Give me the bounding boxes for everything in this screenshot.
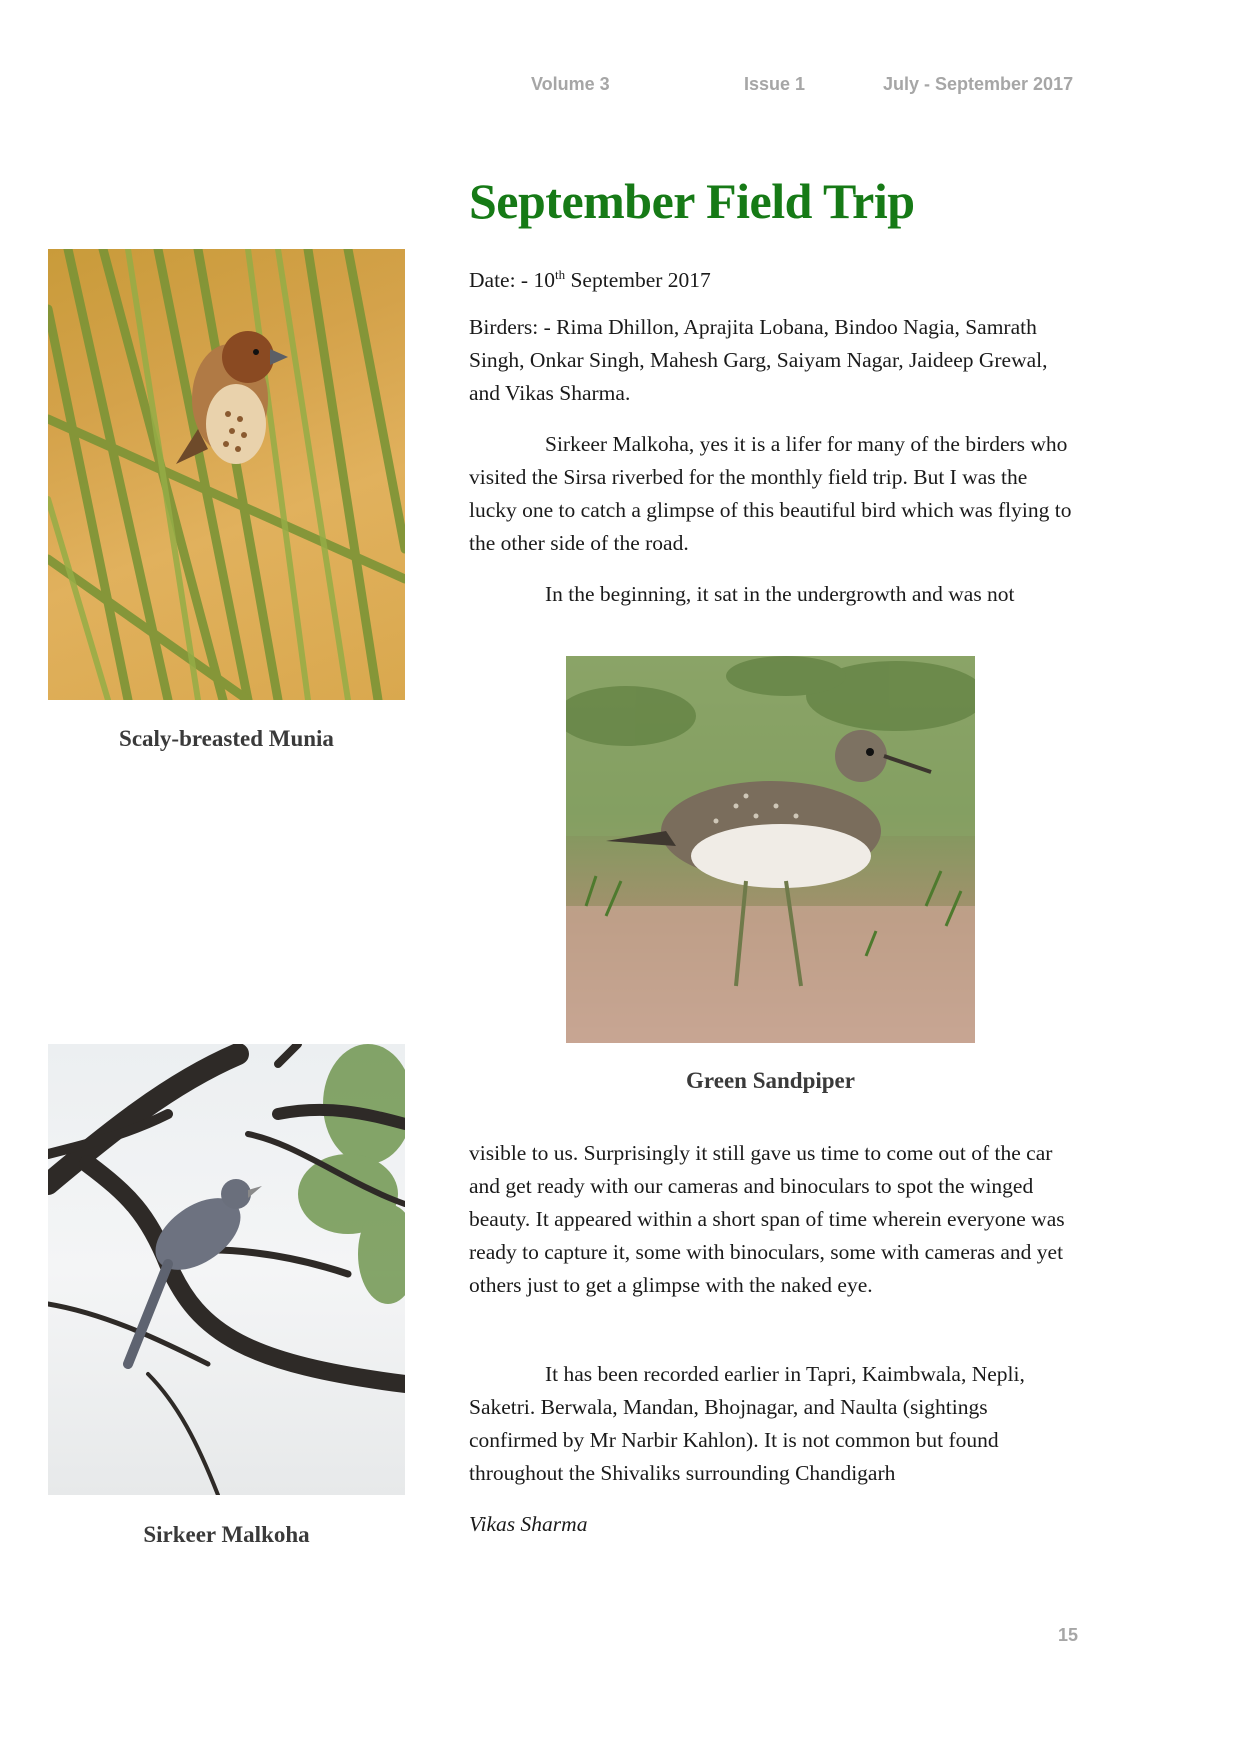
date-label: Date: - 10 — [469, 268, 555, 293]
munia-caption: Scaly-breasted Munia — [119, 726, 334, 751]
scaly-breasted-munia-photo — [48, 249, 405, 700]
article-author: Vikas Sharma — [469, 1512, 588, 1536]
sandpiper-caption: Green Sandpiper — [686, 1068, 855, 1093]
paragraph-1: Sirkeer Malkoha, yes it is a lifer for many of the birders who visited the Sirsa riverbed for the monthly field trip. But I was the lucky one to catch a glimpse of this beautiful bird which was flying to the other side of the road. — [469, 432, 1072, 555]
article-date — [469, 258, 1074, 297]
paragraph-3: It has been recorded earlier in Tapri, Kaimbwala, Nepli, Saketri. Berwala, Mandan, Bhojnagar, and Naulta (sightings confirmed by Mr Narbir Kahlon). It is not common but found throughout the Shivaliks surrounding Chandigarh — [469, 1362, 1025, 1485]
date-rest: September 2017 — [565, 268, 711, 293]
article-title: September Field Trip — [469, 173, 915, 229]
birders-list: Birders: - Rima Dhillon, Aprajita Lobana, Bindoo Nagia, Samrath Singh, Onkar Singh, Mahesh Garg, Saiyam Nagar, Jaideep Grewal, and Vikas Sharma. — [469, 315, 1048, 405]
malkoha-caption: Sirkeer Malkoha — [143, 1522, 310, 1547]
header-period: July - September 2017 — [883, 74, 1074, 94]
header-issue: Issue 1 — [744, 74, 806, 94]
green-sandpiper-photo — [566, 656, 975, 1043]
header-volume: Volume 3 — [531, 74, 610, 94]
paragraph-2-continued: visible to us. Surprisingly it still gave us time to come out of the car and get ready with our cameras and binoculars to spot the winged beauty. It appeared within a short span of time wherein everyone was ready to capture it, some with binoculars, some with cameras and yet others just to get a glimpse with the naked eye. — [469, 1141, 1065, 1297]
sirkeer-malkoha-photo — [48, 1044, 405, 1495]
date-ordinal: th — [554, 267, 566, 282]
page-number: 15 — [1058, 1625, 1079, 1645]
paragraph-2-start: In the beginning, it sat in the undergrowth and was not — [545, 582, 1015, 606]
